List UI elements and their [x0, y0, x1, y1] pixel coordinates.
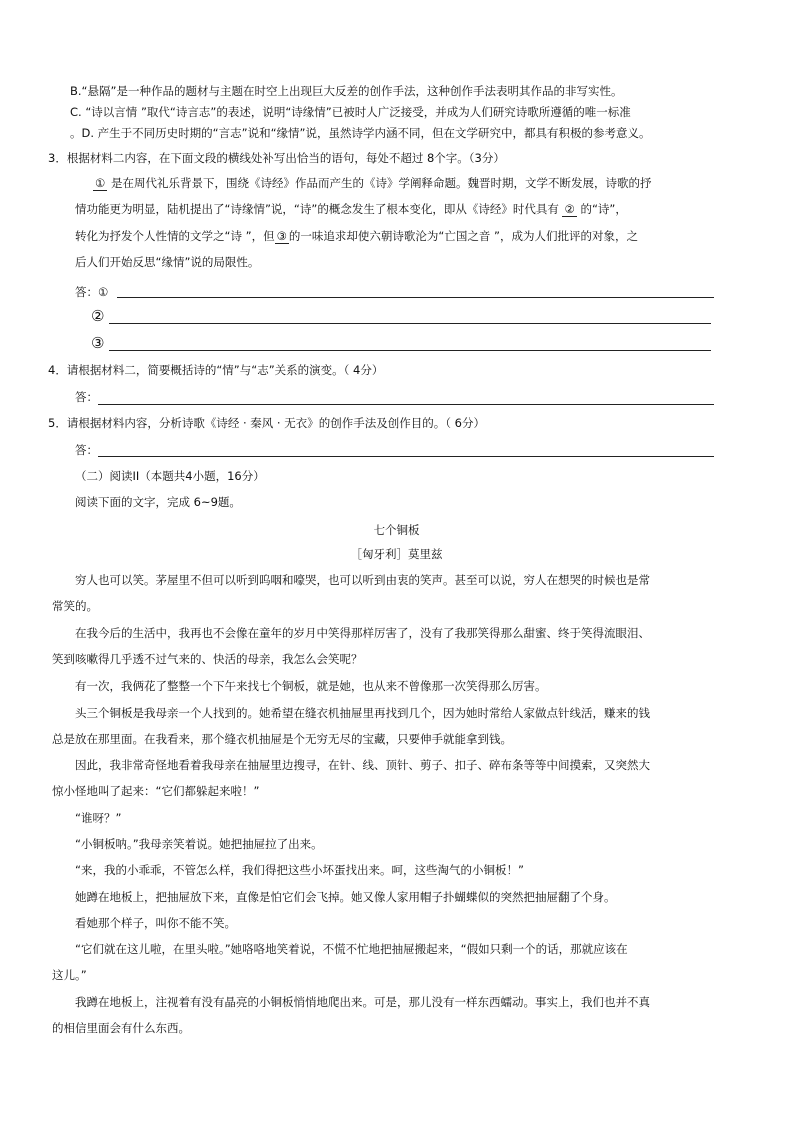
- article-paragraph-line: 在我今后的生活中，我再也不会像在童年的岁月中笑得那样厉害了，没有了我那笑得那么甜蜜、终于笑得流眼泪、: [75, 626, 650, 640]
- q4-answer-line[interactable]: [98, 404, 714, 405]
- reading-instruction: 阅读下面的文字，完成 6~9题。: [75, 495, 241, 509]
- q3-passage-line-2: 情功能更为明显，陆机提出了“诗缘情”说，“诗”的概念发生了根本变化，即从《诗经》时代具有 ② 的“诗”，: [75, 202, 627, 216]
- q4-stem: 4．请根据材料二，简要概括诗的“情”与“志”关系的演变。（ 4分）: [48, 363, 384, 377]
- article-paragraph-line: 有一次，我俩花了整整一个下午来找七个铜板，就是她，也从来不曾像那一次笑得那么厉害。: [75, 679, 547, 693]
- article-paragraph-line: 头三个铜板是我母亲一个人找到的。她希望在缝衣机抽屉里再找到几个，因为她时常给人家做点针线活，赚来的钱: [75, 706, 650, 720]
- q3-blank-1: ①: [95, 176, 106, 190]
- article-paragraph-line: 我蹲在地板上，注视着有没有晶亮的小铜板悄悄地爬出来。可是，那儿没有一样东西蠕动。事实上，我们也并不真: [75, 995, 650, 1009]
- q3-blank-3: ③: [276, 229, 287, 243]
- q3-answer-mark-3: ③: [91, 334, 105, 352]
- q4-answer-label: 答：: [75, 390, 98, 404]
- article-paragraph-line: “谁呀？”: [75, 811, 122, 825]
- q3-blank-2: ②: [564, 202, 575, 216]
- article-paragraph-line: 穷人也可以笑。茅屋里不但可以听到呜咽和嚎哭，也可以听到由衷的笑声。甚至可以说，穷人在想哭的时候也是常: [75, 573, 650, 587]
- article-paragraph-line: 总是放在那里面。在我看来，那个缝衣机抽屉是个无穷无尽的宝藏，只要伸手就能拿到钱。: [52, 732, 512, 746]
- option-d: 。D. 产生于不同历史时期的“言志”说和“缘情”说，虽然诗学内涵不同，但在文学研究中，都具有积极的参考意义。: [70, 126, 651, 140]
- option-c: C. “诗以言情 ”取代“诗言志”的表述，说明“诗缘情”已被时人广泛接受，并成为人们研究诗歌所遵循的唯一标准: [70, 105, 631, 119]
- q3-passage-line-3: 转化为抒发个人性情的文学之“诗 ”，但 ③ 的一味追求却使六朝诗歌沦为“亡国之音 ”，成为人们批评的对象，之: [75, 229, 638, 243]
- q5-answer-line[interactable]: [98, 456, 714, 457]
- article-paragraph-line: 这儿。”: [52, 968, 87, 982]
- article-paragraph-line: 常笑的。: [52, 599, 98, 613]
- q5-answer-label: 答：: [75, 443, 98, 457]
- q3-passage-line-1: ① 是在周代礼乐背景下，围绕《诗经》作品而产生的《诗》学阐释命题。魏晋时期，文学不断发展，诗歌的抒: [95, 176, 652, 190]
- section-heading: （二）阅读II（本题共4小题，16分）: [75, 469, 265, 483]
- q3-stem: 3．根据材料二内容，在下面文段的横线处补写出恰当的语句，每处不超过 8个字。（3分）: [48, 151, 505, 165]
- article-paragraph-line: 笑到咳嗽得几乎透不过气来的、快活的母亲，我怎么会笑呢？: [52, 652, 363, 666]
- article-title: 七个铜板: [373, 523, 420, 537]
- article-author: ［匈牙利］莫里兹: [350, 547, 443, 561]
- q3-answer-line-3[interactable]: [109, 350, 711, 351]
- article-paragraph-line: “来，我的小乖乖，不管怎么样，我们得把这些小坏蛋找出来。呵，这些淘气的小铜板！”: [75, 863, 524, 877]
- article-paragraph-line: 看她那个样子，叫你不能不笑。: [75, 916, 236, 930]
- article-paragraph-line: 她蹲在地板上，把抽屉放下来，直像是怕它们会飞掉。她又像人家用帽子扑蝴蝶似的突然把抽屉翻了个身。: [75, 890, 616, 904]
- article-paragraph-line: 惊小怪地叫了起来：“它们都躲起来啦！”: [52, 784, 260, 798]
- q3-answer-line-2[interactable]: [109, 323, 711, 324]
- q3-answer-line-1[interactable]: [117, 297, 714, 298]
- article-paragraph-line: 的相信里面会有什么东西。: [52, 1021, 190, 1035]
- option-b: B.“悬隔”是一种作品的题材与主题在时空上出现巨大反差的创作手法，这种创作手法表明其作品的非写实性。: [70, 84, 623, 98]
- q3-passage-line-4: 后人们开始反思“缘情”说的局限性。: [75, 255, 260, 269]
- article-paragraph-line: “小铜板呐。”我母亲笑着说。她把抽屉拉了出来。: [75, 837, 323, 851]
- q3-answer-mark-2: ②: [91, 307, 105, 325]
- article-paragraph-line: 因此，我非常奇怪地看着我母亲在抽屉里边搜寻，在针、线、顶针、剪子、扣子、碎布条等等中间摸索，又突然大: [75, 758, 650, 772]
- q5-stem: 5．请根据材料内容，分析诗歌《诗经 · 秦风 · 无衣》的创作手法及创作目的。（ 6分）: [48, 416, 485, 430]
- q3-answer-label: 答：①: [75, 285, 109, 299]
- article-paragraph-line: “它们就在这儿啦，在里头啦。”她咯咯地笑着说，不慌不忙地把抽屉搬起来，“假如只剩一个的话，那就应该在: [75, 942, 628, 956]
